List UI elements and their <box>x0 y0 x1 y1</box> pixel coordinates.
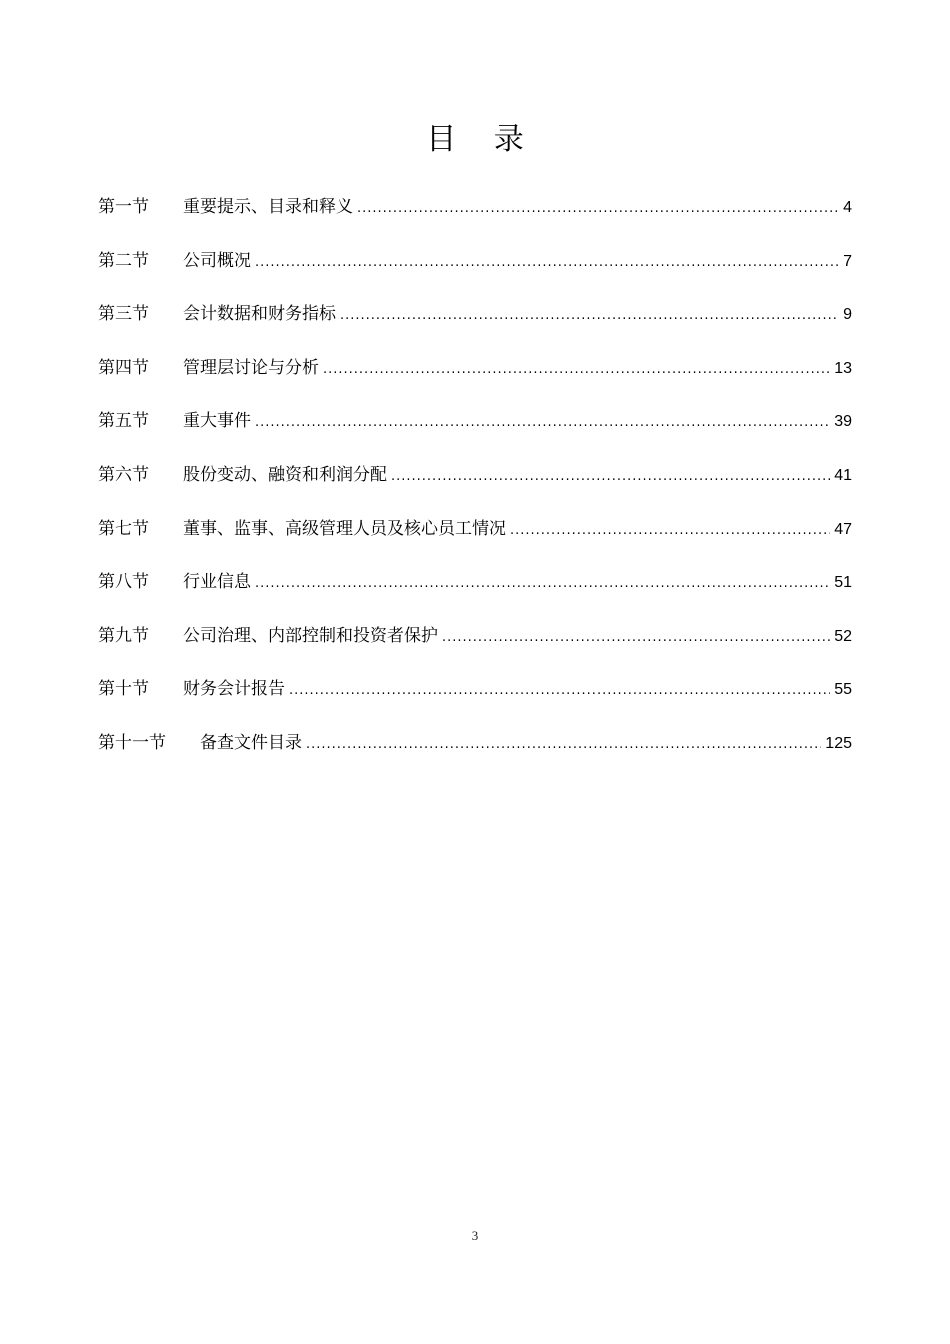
toc-page-number: 9 <box>843 306 852 324</box>
toc-entry[interactable] <box>98 726 852 780</box>
toc-leader-dots <box>255 406 830 440</box>
toc-page-number: 51 <box>834 574 852 592</box>
toc-section-title: 会计数据和财务指标 <box>183 304 336 325</box>
toc-page-number: 52 <box>834 627 852 645</box>
table-of-contents <box>98 190 852 780</box>
toc-page-number: 7 <box>843 252 852 270</box>
toc-leader-dots <box>255 246 839 280</box>
toc-section-number: 第七节 <box>98 518 149 539</box>
toc-page-number: 13 <box>834 359 852 377</box>
toc-section-title: 股份变动、融资和利润分配 <box>183 464 387 485</box>
toc-leader-dots <box>442 621 830 655</box>
toc-entry[interactable] <box>98 190 852 244</box>
toc-leader-dots <box>306 728 821 762</box>
toc-entry[interactable] <box>98 512 852 566</box>
toc-leader-dots <box>391 460 830 494</box>
toc-section-number: 第十一节 <box>98 732 166 753</box>
toc-leader-dots <box>357 192 839 226</box>
toc-entry[interactable] <box>98 672 852 726</box>
toc-section-title: 行业信息 <box>183 572 251 593</box>
toc-page-number: 125 <box>825 734 852 752</box>
toc-leader-dots <box>340 299 839 333</box>
page-number: 3 <box>471 1228 479 1243</box>
toc-page-number: 55 <box>834 681 852 699</box>
toc-entry[interactable] <box>98 404 852 458</box>
toc-section-number: 第一节 <box>98 197 149 217</box>
toc-entry[interactable] <box>98 619 852 673</box>
toc-section-title: 财务会计报告 <box>183 679 285 700</box>
toc-leader-dots <box>510 514 830 548</box>
toc-section-number: 第二节 <box>98 250 149 271</box>
toc-leader-dots <box>289 674 830 708</box>
toc-entry[interactable] <box>98 458 852 512</box>
toc-entry[interactable] <box>98 297 852 351</box>
toc-page-number: 39 <box>834 413 852 431</box>
toc-leader-dots <box>255 567 830 601</box>
toc-section-title: 重大事件 <box>183 411 251 432</box>
toc-section-title: 管理层讨论与分析 <box>183 357 319 378</box>
toc-page-number: 41 <box>834 466 852 484</box>
toc-section-title: 备查文件目录 <box>200 732 302 753</box>
toc-section-number: 第四节 <box>98 357 149 378</box>
toc-section-title: 重要提示、目录和释义 <box>183 197 353 217</box>
toc-entry[interactable] <box>98 244 852 298</box>
toc-section-number: 第三节 <box>98 304 149 325</box>
toc-section-number: 第六节 <box>98 464 149 485</box>
toc-leader-dots <box>323 353 830 387</box>
toc-section-title: 公司治理、内部控制和投资者保护 <box>183 625 438 646</box>
toc-entry[interactable] <box>98 565 852 619</box>
page-title: 目 录 <box>426 122 538 157</box>
toc-page-number: 47 <box>834 520 852 538</box>
toc-section-number: 第五节 <box>98 411 149 432</box>
toc-section-number: 第八节 <box>98 572 149 593</box>
toc-section-title: 公司概况 <box>183 250 251 271</box>
toc-entry[interactable] <box>98 351 852 405</box>
toc-page-number: 4 <box>843 199 852 216</box>
toc-section-title: 董事、监事、高级管理人员及核心员工情况 <box>183 518 506 539</box>
toc-section-number: 第九节 <box>98 625 149 646</box>
toc-section-number: 第十节 <box>98 679 149 700</box>
